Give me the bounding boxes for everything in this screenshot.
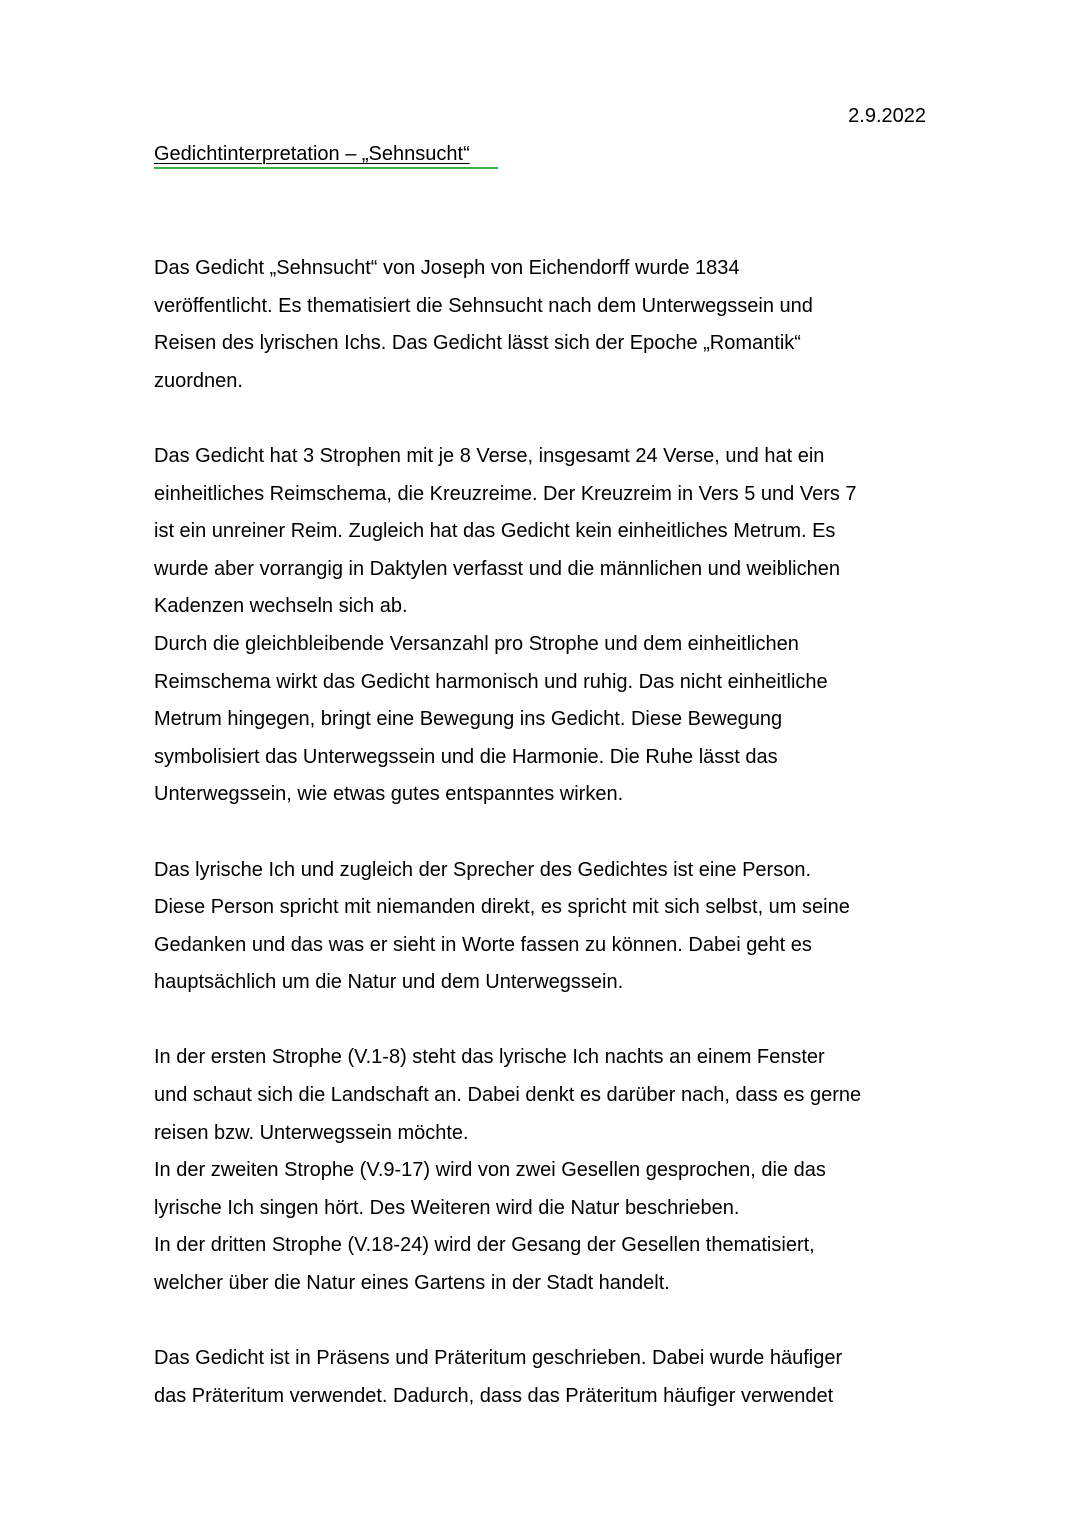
text-line: Das Gedicht ist in Präsens und Präteritum geschrieben. Dabei wurde häufiger bbox=[154, 1347, 843, 1370]
text-line: hauptsächlich um die Natur und dem Unterwegssein. bbox=[154, 971, 624, 994]
text-line: Das lyrische Ich und zugleich der Sprecher des Gedichtes ist eine Person. bbox=[154, 858, 812, 881]
text-line: ist ein unreiner Reim. Zugleich hat das Gedicht kein einheitliches Metrum. Es bbox=[154, 520, 836, 543]
paragraph-strophe-3 bbox=[154, 1227, 944, 1302]
paragraph-effect bbox=[154, 626, 944, 814]
text-line: Reisen des lyrischen Ichs. Das Gedicht lässt sich der Epoche „Romantik“ bbox=[154, 332, 801, 355]
paragraph-form bbox=[154, 438, 944, 626]
text-line: Gedanken und das was er sieht in Worte fassen zu können. Dabei geht es bbox=[154, 933, 812, 956]
document-title: Gedichtinterpretation – „Sehnsucht“ bbox=[154, 143, 470, 165]
text-line: In der zweiten Strophe (V.9-17) wird von zwei Gesellen gesprochen, die das bbox=[154, 1159, 826, 1182]
paragraph-tense bbox=[154, 1340, 944, 1415]
text-line: das Präteritum verwendet. Dadurch, dass das Präteritum häufiger verwendet bbox=[154, 1384, 834, 1407]
text-line: wurde aber vorrangig in Daktylen verfasst und die männlichen und weiblichen bbox=[154, 557, 840, 580]
text-line: Durch die gleichbleibende Versanzahl pro Strophe und dem einheitlichen bbox=[154, 632, 799, 655]
text-line: einheitliches Reimschema, die Kreuzreime. Der Kreuzreim in Vers 5 und Vers 7 bbox=[154, 482, 857, 505]
paragraph-speaker bbox=[154, 852, 944, 1002]
text-line: lyrische Ich singen hört. Des Weiteren wird die Natur beschrieben. bbox=[154, 1196, 740, 1219]
text-line: Das Gedicht hat 3 Strophen mit je 8 Verse, insgesamt 24 Verse, und hat ein bbox=[154, 444, 825, 467]
text-line: Kadenzen wechseln sich ab. bbox=[154, 595, 408, 618]
document-date: 2.9.2022 bbox=[848, 105, 926, 127]
text-line: und schaut sich die Landschaft an. Dabei denkt es darüber nach, dass es gerne bbox=[154, 1084, 862, 1107]
paragraph-strophe-2 bbox=[154, 1152, 944, 1227]
document-body bbox=[154, 250, 944, 1415]
text-line: Reimschema wirkt das Gedicht harmonisch und ruhig. Das nicht einheitliche bbox=[154, 670, 828, 693]
text-line: veröffentlicht. Es thematisiert die Sehnsucht nach dem Unterwegssein und bbox=[154, 294, 813, 317]
text-line: Diese Person spricht mit niemanden direkt, es spricht mit sich selbst, um seine bbox=[154, 896, 850, 919]
text-line: Metrum hingegen, bringt eine Bewegung ins Gedicht. Diese Bewegung bbox=[154, 708, 783, 731]
text-line: Unterwegssein, wie etwas gutes entspanntes wirken. bbox=[154, 783, 624, 806]
text-line: In der dritten Strophe (V.18-24) wird der Gesang der Gesellen thematisiert, bbox=[154, 1234, 815, 1257]
text-line: zuordnen. bbox=[154, 369, 243, 392]
text-line: reisen bzw. Unterwegssein möchte. bbox=[154, 1121, 469, 1144]
text-line: welcher über die Natur eines Gartens in der Stadt handelt. bbox=[154, 1272, 670, 1295]
text-line: Das Gedicht „Sehnsucht“ von Joseph von Eichendorff wurde 1834 bbox=[154, 257, 740, 279]
text-line: symbolisiert das Unterwegssein und die Harmonie. Die Ruhe lässt das bbox=[154, 745, 778, 768]
spellcheck-underline bbox=[154, 167, 498, 169]
paragraph-strophe-1 bbox=[154, 1039, 944, 1152]
paragraph-intro bbox=[154, 250, 944, 400]
text-line: In der ersten Strophe (V.1-8) steht das lyrische Ich nachts an einem Fenster bbox=[154, 1046, 825, 1069]
